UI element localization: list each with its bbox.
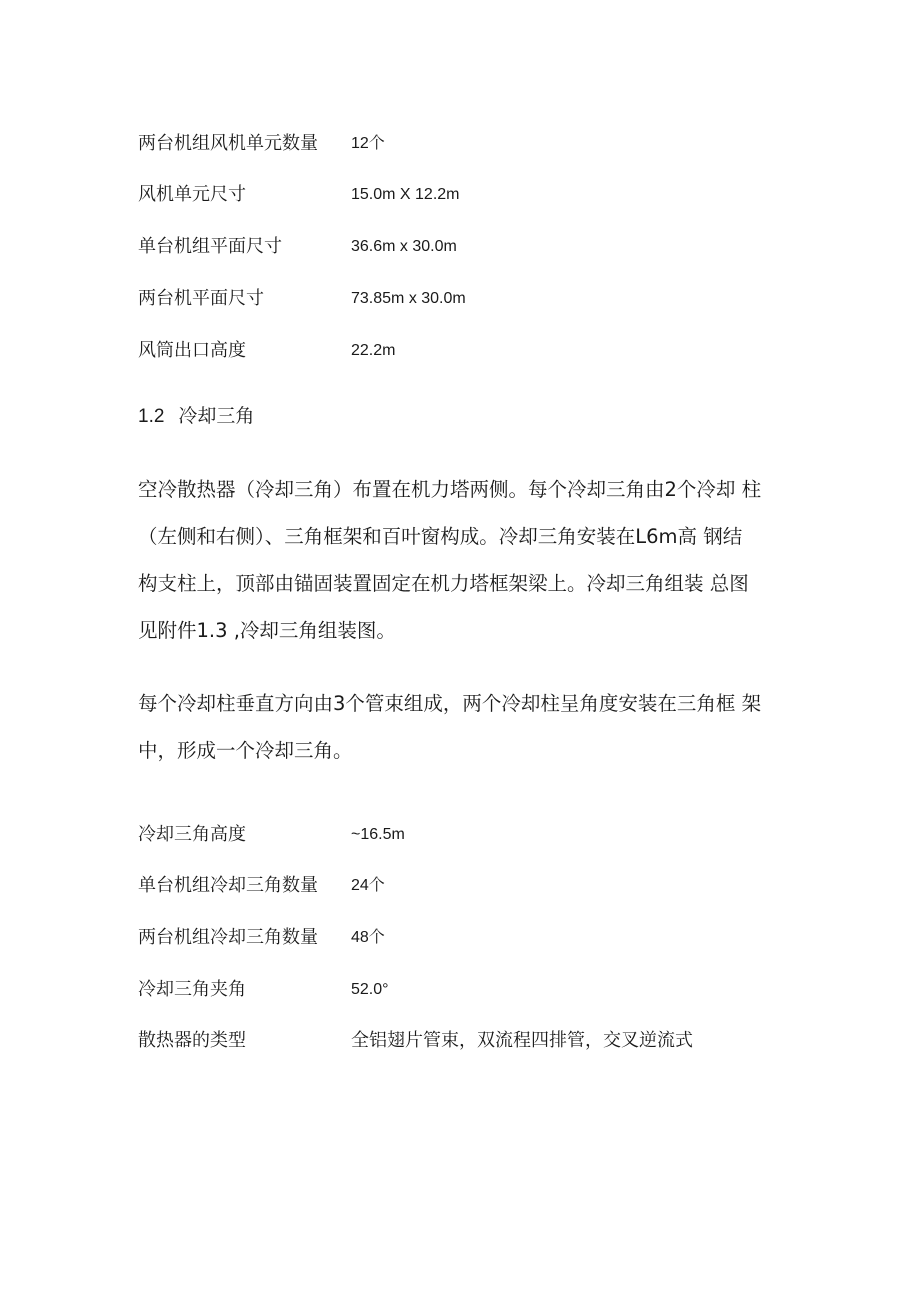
spec-value: 全铝翅片管束，双流程四排管，交叉逆流式 bbox=[351, 1030, 693, 1051]
spec-label: 两台机组冷却三角数量 bbox=[138, 927, 318, 948]
section-number: 1.2 bbox=[138, 406, 165, 427]
spec-row bbox=[138, 1026, 788, 1056]
paragraph-line: 中，形成一个冷却三角。 bbox=[138, 739, 353, 762]
spec-row bbox=[138, 975, 788, 1005]
spec-value: 52.0° bbox=[351, 981, 389, 998]
section-heading bbox=[138, 400, 254, 433]
spec-value: 24个 bbox=[351, 877, 385, 894]
paragraph-line: 空冷散热器（冷却三角）布置在机力塔两侧。每个冷却三角由2个冷却 柱 bbox=[138, 478, 762, 501]
spec-value: 36.6m x 30.0m bbox=[351, 238, 457, 255]
paragraph-line: 每个冷却柱垂直方向由3个管束组成，两个冷却柱呈角度安装在三角框 架 bbox=[138, 692, 762, 715]
spec-label: 风筒出口高度 bbox=[138, 340, 246, 361]
spec-value: 12个 bbox=[351, 135, 385, 152]
section-title: 冷却三角 bbox=[178, 405, 255, 427]
spec-value: 48个 bbox=[351, 929, 385, 946]
spec-row bbox=[138, 923, 788, 953]
spec-label: 散热器的类型 bbox=[138, 1030, 246, 1051]
spec-row bbox=[138, 820, 788, 850]
paragraph-cooling-column bbox=[138, 680, 788, 774]
paragraph-line: 见附件1.3 ,冷却三角组装图。 bbox=[138, 619, 396, 642]
spec-label: 冷却三角夹角 bbox=[138, 979, 246, 1000]
spec-label: 两台机平面尺寸 bbox=[138, 288, 264, 309]
spec-label: 冷却三角高度 bbox=[138, 824, 246, 845]
spec-row bbox=[138, 232, 788, 262]
spec-row bbox=[138, 129, 788, 159]
spec-value: ~16.5m bbox=[351, 826, 405, 843]
spec-value: 22.2m bbox=[351, 342, 396, 359]
spec-label: 两台机组风机单元数量 bbox=[138, 133, 318, 154]
spec-row bbox=[138, 336, 788, 366]
paragraph-line: 构支柱上，顶部由锚固装置固定在机力塔框架梁上。冷却三角组装 总图 bbox=[138, 572, 749, 595]
spec-label: 单台机组平面尺寸 bbox=[138, 236, 282, 257]
spec-row bbox=[138, 180, 788, 210]
spec-row bbox=[138, 284, 788, 314]
spec-value: 15.0m X 12.2m bbox=[351, 186, 460, 203]
spec-row bbox=[138, 871, 788, 901]
spec-label: 风机单元尺寸 bbox=[138, 184, 246, 205]
spec-value: 73.85m x 30.0m bbox=[351, 290, 466, 307]
paragraph-cooling-delta-layout bbox=[138, 466, 788, 654]
paragraph-line: （左侧和右侧）、三角框架和百叶窗构成。冷却三角安装在L6m高 钢结 bbox=[138, 525, 743, 548]
spec-label: 单台机组冷却三角数量 bbox=[138, 875, 318, 896]
